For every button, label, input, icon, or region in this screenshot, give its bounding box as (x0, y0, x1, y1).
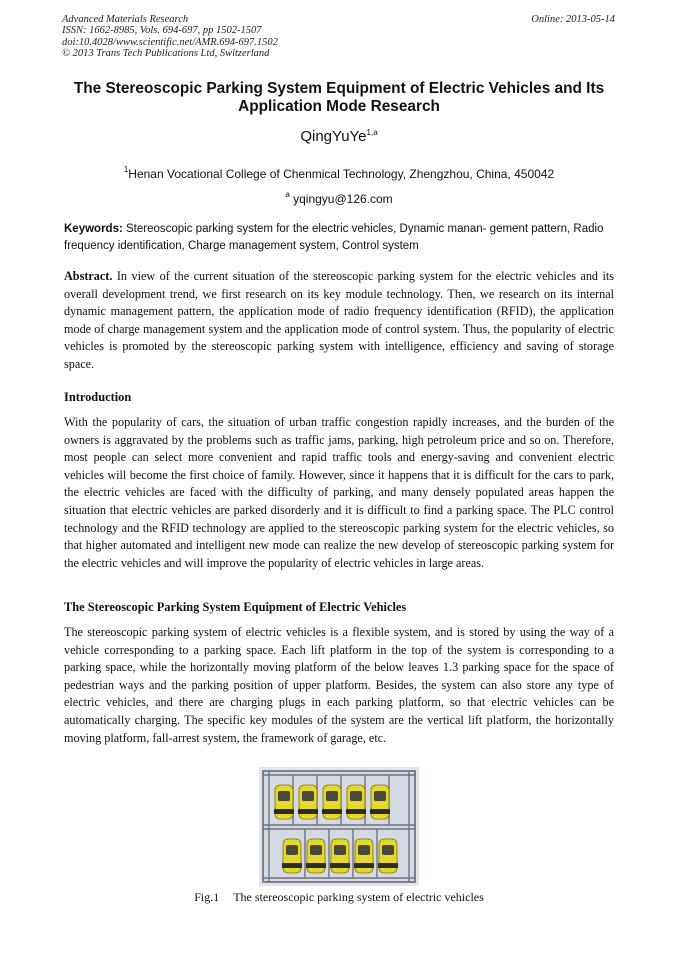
vehicle-icon (322, 785, 342, 819)
vehicle-icon (306, 839, 326, 873)
affiliation (0, 165, 678, 181)
vehicle-icon (370, 785, 390, 819)
copyright-line: © 2013 Trans Tech Publications Ltd, Switzerland (62, 48, 270, 60)
abstract (64, 268, 614, 374)
intro-heading: Introduction (64, 390, 132, 404)
paper-title (50, 80, 628, 116)
equipment-heading: The Stereoscopic Parking System Equipment of Electric Vehicles (64, 600, 407, 614)
keywords-label: Keywords: (64, 223, 123, 235)
doi-line: doi:10.4028/www.scientific.net/AMR.694-697.1502 (62, 36, 278, 48)
abstract-label: Abstract. (64, 269, 113, 283)
abstract-text: In view of the current situation of the stereoscopic parking system for the electric vehicles and its overall development trend, we first research on its key module technology. Then, we research on its internal dynamic management pattern, the application mode of radio frequency identification (RFID), the application mode of charge management system and the application mode of control system. Thus, the popularity of electric vehicles is promoted by the stereoscopic parking system with intelligence, efficiency and saving of storage space. (64, 269, 615, 371)
vehicle-icon (298, 785, 318, 819)
email-text[interactable]: yqingyu@126.com (293, 192, 393, 206)
issn-line: ISSN: 1662-8985, Vols. 694-697, pp 1502-1507 (62, 25, 262, 37)
vehicle-icon (346, 785, 366, 819)
vehicle-icon (274, 785, 294, 819)
keywords (64, 221, 616, 254)
affiliation-sup: 1 (123, 165, 129, 174)
lower-cars (282, 839, 398, 873)
figure-caption-text: The stereoscopic parking system of electric vehicles (233, 890, 484, 904)
author-name: QingYuYe (300, 128, 367, 145)
title-line-1: The Stereoscopic Parking System Equipment of Electric Vehicles and Its (73, 80, 605, 97)
author (0, 128, 678, 145)
figure-label: Fig.1 (194, 890, 220, 904)
affiliation-text: Henan Vocational College of Chenmical Technology, Zhengzhou, China, 450042 (128, 167, 555, 181)
keywords-text: Stereoscopic parking system for the electric vehicles, Dynamic manan- gement pattern, Radio frequency identification, Charge management system, Control system (64, 223, 604, 252)
equipment-text: The stereoscopic parking system of electric vehicles is a flexible system, and is stored by using the way of a vehicle corresponding to a parking space. Each lift platform in the top of the system is corresponding to a parking space, while the horizontally moving platform of the below leaves 1.3 parking space for the space of pedestrian ways and the parking position of upper platform. Besides, the system can also store any type of electric vehicles, and there are charging plugs in each parking platform, so that electric vehicles can be automatically charging. The specific key modules of the system are the vertical lift platform, the horizontally moving platform, fall-arrest system, the framework of garage, etc. (64, 625, 614, 745)
email-sup: a (285, 190, 290, 199)
vehicle-icon (330, 839, 350, 873)
figure-caption (0, 890, 678, 905)
journal-name: Advanced Materials Research (62, 14, 189, 25)
vehicle-icon (354, 839, 374, 873)
title-line-2: Application Mode Research (238, 98, 440, 115)
upper-cars (274, 785, 390, 819)
vehicle-icon (282, 839, 302, 873)
online-date: Online: 2013-05-14 (531, 14, 615, 25)
author-sup: 1,a (366, 128, 378, 137)
parking-system-figure (259, 767, 419, 886)
intro-text: With the popularity of cars, the situation of urban traffic congestion rapidly increases, and the burden of the owners is aggravated by the problems such as traffic jams, parking, high petroleum price and so on. Therefore, most people can select more convenient and rapid traffic tools and energy-saving and convenient electric vehicles will become the first choice of family. However, since it happens that it is difficult for the cars to park, the electric vehicles are faced with the difficulty of parking, and many densely populated areas happen the situation that electric vehicles are parked disorderly and it is difficult to find a parking space. The PLC control technology and the RFID technology are applied to the stereoscopic parking system for the electric vehicles, so that higher automated and intelligent new mode can realize the new develop of stereoscopic parking system for the electric vehicles and will improve the popularity of electric vehicles in large areas. (64, 415, 614, 570)
email (0, 190, 678, 206)
journal-header (62, 14, 615, 60)
vehicle-icon (378, 839, 398, 873)
